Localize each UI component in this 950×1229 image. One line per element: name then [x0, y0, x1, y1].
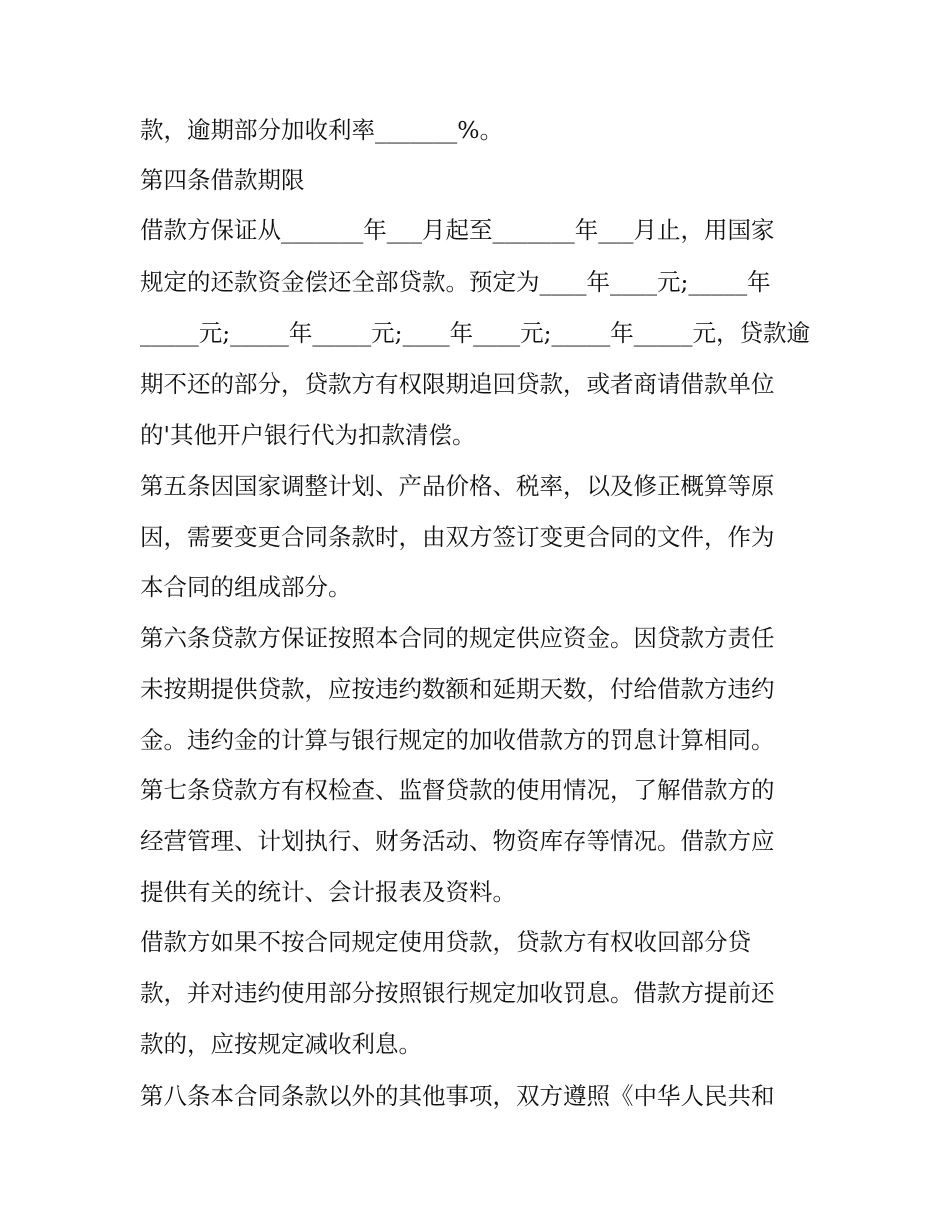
text-line: 本合同的组成部分。 [140, 573, 352, 601]
text-line: 借款方保证从_______年___月起至_______年___月止，用国家 [140, 216, 775, 244]
text-line: 借款方如果不按合同规定使用贷款，贷款方有权收回部分贷 [140, 928, 751, 956]
text-line: _____元;_____年_____元;____年____元;_____年_____元，贷款逾 [140, 319, 811, 347]
text-line: 款，并对违约使用部分按照银行规定加收罚息。借款方提前还 [140, 979, 775, 1007]
section-heading: 第四条借款期限 [140, 166, 305, 194]
text-line: 款的，应按规定减收利息。 [140, 1030, 422, 1058]
text-line: 第八条本合同条款以外的其他事项，双方遵照《中华人民共和 [140, 1082, 775, 1110]
text-line: 规定的还款资金偿还全部贷款。预定为____年____元;_____年 [140, 268, 771, 296]
text-line: 第七条贷款方有权检查、监督贷款的使用情况，了解借款方的 [140, 776, 775, 804]
text-line: 未按期提供贷款，应按违约数额和延期天数，付给借款方违约 [140, 675, 775, 703]
text-line: 的'其他开户银行代为扣款清偿。 [140, 421, 476, 449]
text-line: 期不还的部分，贷款方有权限期追回贷款，或者商请借款单位 [140, 370, 775, 398]
text-line: 提供有关的统计、会计报表及资料。 [140, 878, 516, 906]
text-line: 第六条贷款方保证按照本合同的规定供应资金。因贷款方责任 [140, 624, 775, 652]
text-line: 经营管理、计划执行、财务活动、物资库存等情况。借款方应 [140, 827, 775, 855]
text-line: 第五条因国家调整计划、产品价格、税率，以及修正概算等原 [140, 472, 775, 500]
text-line: 金。违约金的计算与银行规定的加收借款方的罚息计算相同。 [140, 726, 775, 754]
text-line: 款，逾期部分加收利率_______%。 [140, 116, 504, 144]
text-line: 因，需要变更合同条款时，由双方签订变更合同的文件，作为 [140, 523, 775, 551]
